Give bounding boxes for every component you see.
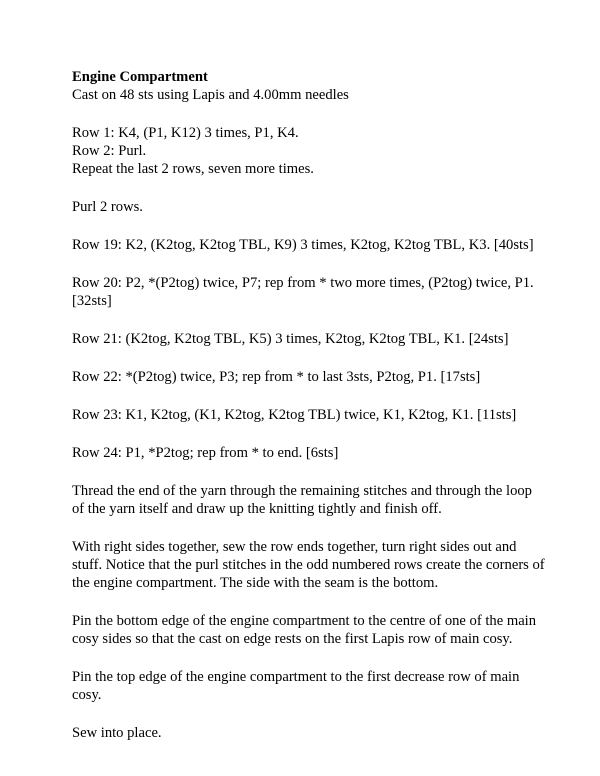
spacer <box>72 386 542 406</box>
pin-bottom-paragraph <box>72 612 542 648</box>
spacer <box>72 518 542 538</box>
spacer <box>72 592 542 612</box>
row-20-line-1: Row 20: P2, *(P2tog) twice, P7; rep from * two more times, (P2tog) twice, P1. <box>72 275 534 291</box>
sew-in-instruction: Sew into place. <box>72 725 162 741</box>
thread-line-2: of the yarn itself and draw up the knitting tightly and finish off. <box>72 501 442 517</box>
spacer <box>72 310 542 330</box>
pin-top-line-2: cosy. <box>72 687 102 703</box>
spacer <box>72 216 542 236</box>
sew-line-1: With right sides together, sew the row ends together, turn right sides out and <box>72 539 517 555</box>
row-20-line-2: [32sts] <box>72 293 112 309</box>
row-1-instruction: Row 1: K4, (P1, K12) 3 times, P1, K4. <box>72 125 299 141</box>
spacer <box>72 348 542 368</box>
cast-on-instruction: Cast on 48 sts using Lapis and 4.00mm needles <box>72 87 349 103</box>
spacer <box>72 704 542 724</box>
spacer <box>72 424 542 444</box>
sew-paragraph <box>72 538 545 592</box>
row-20-instruction <box>72 274 542 310</box>
row-22-instruction: Row 22: *(P2tog) twice, P3; rep from * to last 3sts, P2tog, P1. [17sts] <box>72 369 481 385</box>
row-24-instruction: Row 24: P1, *P2tog; rep from * to end. [6sts] <box>72 445 339 461</box>
document-page <box>72 68 545 742</box>
spacer <box>72 178 542 198</box>
row-23-instruction: Row 23: K1, K2tog, (K1, K2tog, K2tog TBL) twice, K1, K2tog, K1. [11sts] <box>72 407 517 423</box>
row-19-instruction: Row 19: K2, (K2tog, K2tog TBL, K9) 3 times, K2tog, K2tog TBL, K3. [40sts] <box>72 237 534 253</box>
spacer <box>72 254 542 274</box>
spacer <box>72 104 542 124</box>
thread-line-1: Thread the end of the yarn through the remaining stitches and through the loop <box>72 483 532 499</box>
pin-bottom-line-1: Pin the bottom edge of the engine compartment to the centre of one of the main <box>72 613 537 629</box>
pin-top-paragraph <box>72 668 542 704</box>
spacer <box>72 462 542 482</box>
row-2-instruction: Row 2: Purl. <box>72 143 147 159</box>
sew-line-2: stuff. Notice that the purl stitches in the odd numbered rows create the corners of <box>72 557 545 573</box>
section-heading: Engine Compartment <box>72 69 208 85</box>
thread-paragraph <box>72 482 542 518</box>
repeat-instruction: Repeat the last 2 rows, seven more times. <box>72 161 314 177</box>
spacer <box>72 648 542 668</box>
pin-top-line-1: Pin the top edge of the engine compartment to the first decrease row of main <box>72 669 520 685</box>
pin-bottom-line-2: cosy sides so that the cast on edge rests on the first Lapis row of main cosy. <box>72 631 513 647</box>
purl-rows-instruction: Purl 2 rows. <box>72 199 143 215</box>
sew-line-3: the engine compartment. The side with the seam is the bottom. <box>72 575 439 591</box>
row-21-instruction: Row 21: (K2tog, K2tog TBL, K5) 3 times, K2tog, K2tog TBL, K1. [24sts] <box>72 331 509 347</box>
